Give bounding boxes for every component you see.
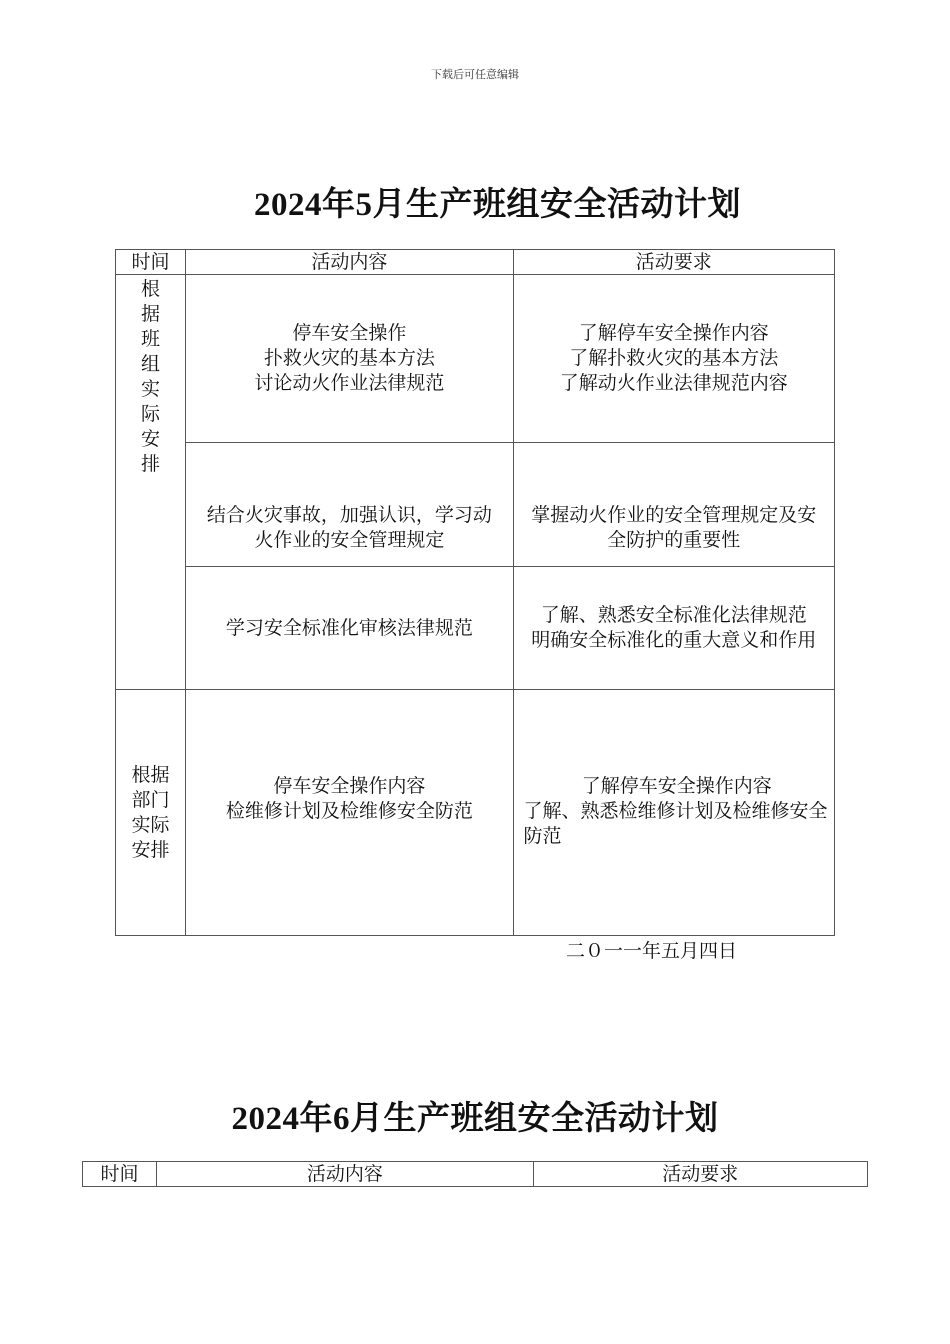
content-cell: [186, 690, 513, 936]
column-header-requirement: 活动要求: [533, 1162, 867, 1187]
requirement-line: 了解停车安全操作内容: [578, 322, 769, 344]
content-line: 检维修计划及检维修安全防范: [225, 799, 473, 822]
table-row: [116, 690, 835, 936]
content-line: 停车安全操作内容: [273, 774, 426, 797]
requirement-cell: [513, 690, 834, 936]
table-header-row: [83, 1162, 868, 1187]
column-header-time: 时间: [116, 250, 186, 275]
requirement-line: 了解动火作业法律规范内容: [559, 372, 788, 394]
column-header-content: 活动内容: [157, 1162, 533, 1187]
content-cell: [186, 275, 513, 443]
requirement-cell: [513, 275, 834, 443]
column-header-content: 活动内容: [186, 250, 513, 275]
column-header-time: 时间: [83, 1162, 157, 1187]
table-row: [116, 443, 835, 567]
plan1-table: [115, 249, 835, 936]
column-header-requirement: 活动要求: [513, 250, 834, 275]
time-label-team: 根据班组实际安排: [141, 278, 161, 475]
content-line: 停车安全操作: [292, 322, 407, 344]
content-cell: 结合火灾事故，加强认识，学习动火作业的安全管理规定: [186, 443, 513, 567]
plan2-table: [82, 1161, 868, 1187]
table-row: [116, 567, 835, 690]
time-cell-department: [116, 690, 186, 936]
requirement-line: 了解、熟悉检维修计划及检维修安全防范: [523, 800, 828, 847]
plan1-date: 二０一一年五月四日: [566, 940, 738, 962]
header-note: 下载后可任意编辑: [431, 68, 519, 81]
content-line: 扑救火灾的基本方法: [263, 347, 435, 369]
requirement-line: 了解停车安全操作内容: [581, 775, 772, 797]
requirement-line: 了解、熟悉安全标准化法律规范: [540, 604, 807, 626]
plan2-title: 2024年6月生产班组安全活动计划: [231, 1101, 719, 1137]
content-line: 讨论动火作业法律规范: [254, 372, 445, 394]
time-cell-team: [116, 275, 186, 690]
requirement-cell: [513, 567, 834, 690]
time-label-department: 根据部门实际安排: [131, 763, 170, 861]
content-cell: 学习安全标准化审核法律规范: [186, 567, 513, 690]
requirement-line: 了解扑救火灾的基本方法: [569, 347, 779, 369]
plan1-title: 2024年5月生产班组安全活动计划: [254, 187, 741, 223]
requirement-cell: 掌握动火作业的安全管理规定及安全防护的重要性: [513, 443, 834, 567]
table-header-row: [116, 250, 835, 275]
table-row: [116, 275, 835, 443]
requirement-line: 明确安全标准化的重大意义和作用: [531, 629, 817, 651]
